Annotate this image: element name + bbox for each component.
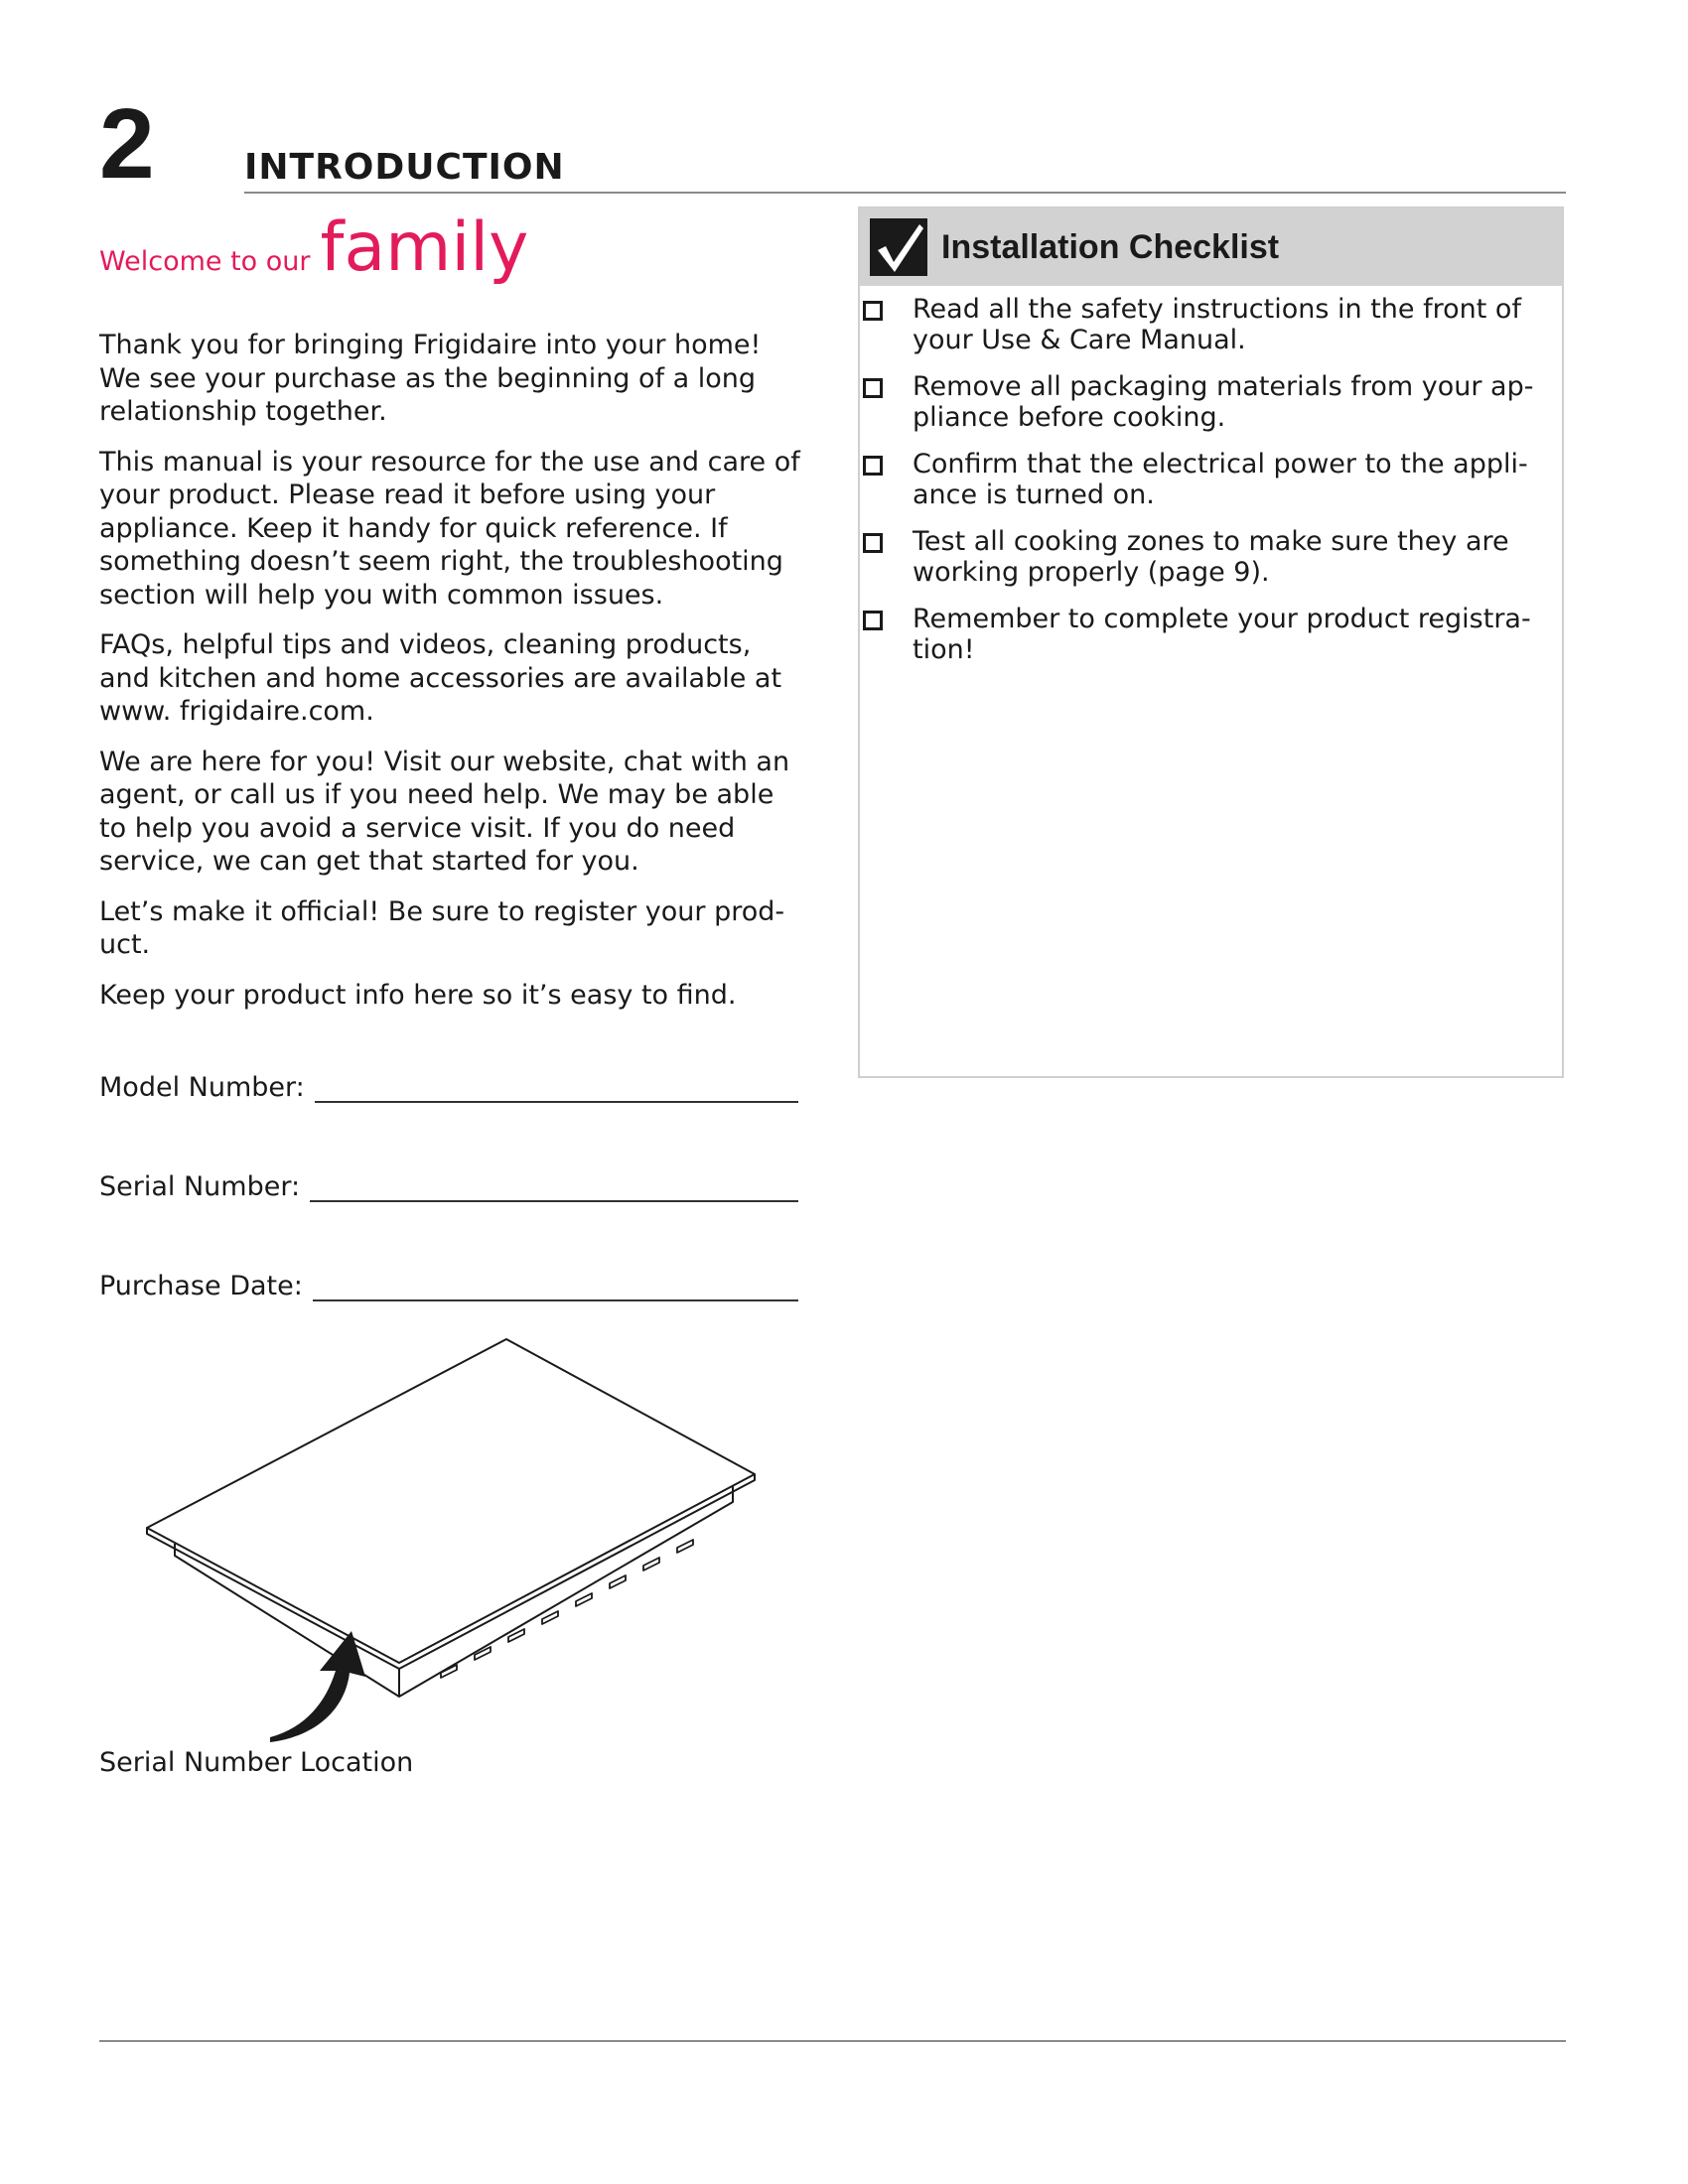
installation-checklist bbox=[858, 206, 1564, 1078]
checklist-item-text: Test all cooking zones to make sure they are working properly (page 9). bbox=[913, 526, 1509, 588]
purchase-date-label: Purchase Date: bbox=[99, 1271, 303, 1301]
checkbox-icon bbox=[863, 456, 883, 476]
checkbox-icon bbox=[863, 611, 883, 630]
cooktop-diagram bbox=[139, 1335, 774, 1752]
welcome-heading bbox=[99, 208, 528, 287]
serial-number-blank bbox=[310, 1172, 798, 1202]
checkbox-icon bbox=[863, 378, 883, 398]
checklist-item bbox=[860, 294, 1562, 355]
model-number-label: Model Number: bbox=[99, 1072, 305, 1103]
checklist-item bbox=[860, 449, 1562, 510]
serial-number-field bbox=[99, 1171, 798, 1202]
footer-rule bbox=[99, 2040, 1566, 2042]
cooktop-surface bbox=[147, 1339, 755, 1663]
model-number-blank bbox=[315, 1073, 798, 1103]
checkmark-icon bbox=[870, 218, 927, 276]
section-title: INTRODUCTION bbox=[244, 147, 565, 188]
checklist-items bbox=[860, 294, 1562, 681]
intro-paragraph: Let’s make it official! Be sure to register your prod- uct. bbox=[99, 895, 785, 960]
header-rule bbox=[244, 192, 1566, 194]
checklist-item bbox=[860, 604, 1562, 665]
page-number: 2 bbox=[99, 88, 155, 200]
model-number-field bbox=[99, 1072, 798, 1103]
intro-paragraph: FAQs, helpful tips and videos, cleaning products, and kitchen and home accessories are available at www. frigidaire.com. bbox=[99, 629, 782, 727]
welcome-emphasis: family bbox=[320, 208, 529, 287]
serial-number-label: Serial Number: bbox=[99, 1171, 301, 1202]
checklist-item bbox=[860, 371, 1562, 433]
purchase-date-blank bbox=[313, 1272, 798, 1301]
checklist-title: Installation Checklist bbox=[941, 227, 1280, 266]
intro-paragraph: Keep your product info here so it’s easy to find. bbox=[99, 979, 737, 1011]
intro-paragraph: Thank you for bringing Frigidaire into your home! We see your purchase as the beginning of a long relationship together. bbox=[99, 330, 762, 427]
diagram-caption: Serial Number Location bbox=[99, 1747, 414, 1778]
checklist-item-text: Remember to complete your product registra- tion! bbox=[913, 604, 1531, 665]
checkbox-icon bbox=[863, 533, 883, 553]
intro-text bbox=[99, 329, 804, 1028]
checklist-item bbox=[860, 526, 1562, 588]
intro-paragraph: This manual is your resource for the use and care of your product. Please read it before using your appliance. Keep it handy for quick reference. If something doesn’t seem right, the troubleshooting section will help you with common issues. bbox=[99, 446, 800, 611]
checklist-item-text: Confirm that the electrical power to the appli- ance is turned on. bbox=[913, 449, 1528, 510]
checkbox-icon bbox=[863, 301, 883, 321]
welcome-prefix: Welcome to our bbox=[99, 246, 311, 277]
arrow-icon bbox=[270, 1631, 365, 1742]
checklist-header bbox=[860, 208, 1562, 286]
checklist-item-text: Remove all packaging materials from your ap- pliance before cooking. bbox=[913, 371, 1534, 433]
intro-paragraph: We are here for you! Visit our website, chat with an agent, or call us if you need help. We may be able to help you avoid a service visit. If you do need service, we can get that started for you. bbox=[99, 746, 790, 877]
purchase-date-field bbox=[99, 1271, 798, 1301]
checklist-item-text: Read all the safety instructions in the front of your Use & Care Manual. bbox=[913, 294, 1521, 355]
